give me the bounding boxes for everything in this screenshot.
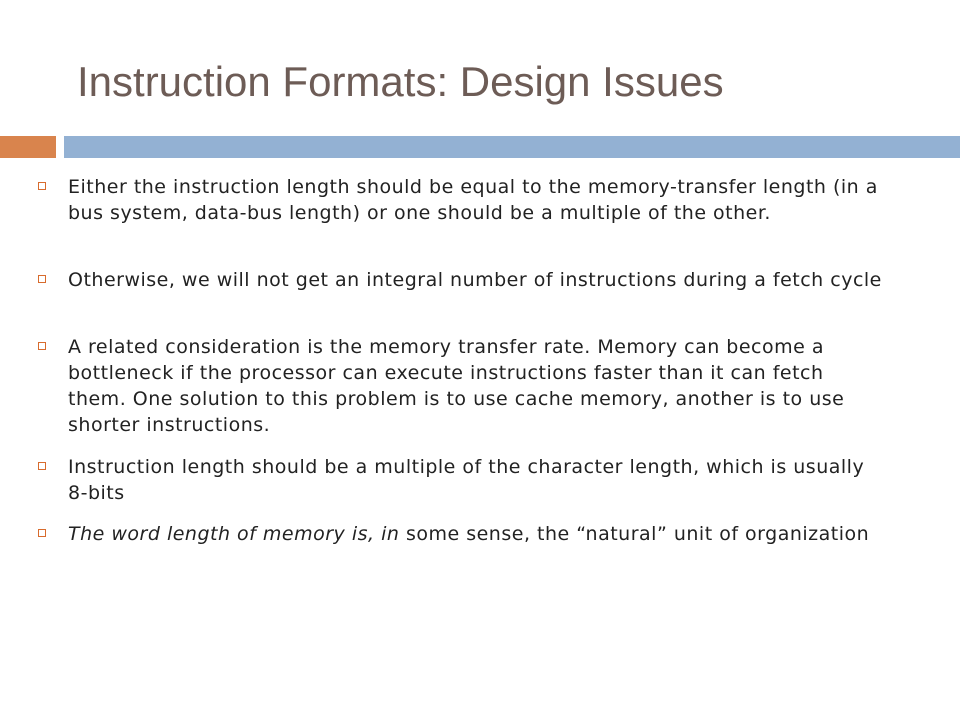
bullet-text: Instruction length should be a multiple of the character length, which is usually 8-bits xyxy=(68,456,865,504)
square-bullet-icon xyxy=(38,462,46,470)
square-bullet-icon xyxy=(38,529,46,537)
accent-bar-orange xyxy=(0,136,56,158)
bullet-text-rest: some sense, the “natural” unit of organization xyxy=(399,523,870,545)
bullet-text: Otherwise, we will not get an integral number of instructions during a fetch cycle xyxy=(68,269,882,291)
slide-title: Instruction Formats: Design Issues xyxy=(77,58,724,105)
bullet-text: A related consideration is the memory transfer rate. Memory can become a bottleneck if the processor can execute instructions faster than it can fetch them. One solution to this problem is to use cache memory, another is to use shorter instructions. xyxy=(68,336,845,436)
square-bullet-icon xyxy=(38,182,46,190)
bullet-text: Either the instruction length should be equal to the memory-transfer length (in a bus system, data-bus length) or one should be a multiple of the other. xyxy=(68,176,878,224)
square-bullet-icon xyxy=(38,342,46,350)
bullet-text xyxy=(68,521,888,547)
bullet-text-italic: The word length of memory is, in xyxy=(68,523,400,545)
square-bullet-icon xyxy=(38,275,46,283)
accent-bar-blue xyxy=(64,136,960,158)
